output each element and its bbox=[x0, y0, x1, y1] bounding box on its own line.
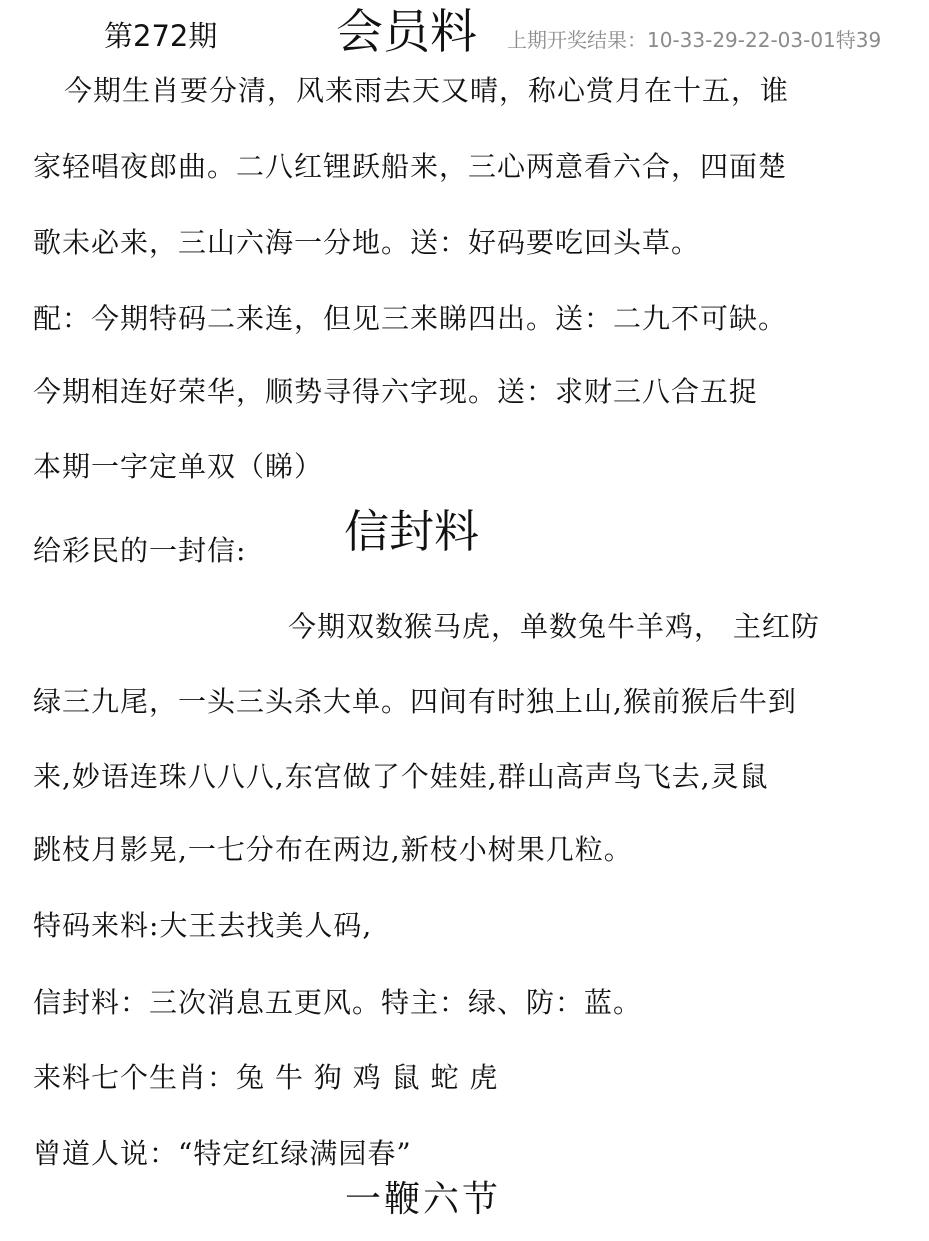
signature: 一鞭六节 bbox=[345, 1179, 502, 1220]
envelope-line-3: 来,妙语连珠八八八,东宫做了个娃娃,群山高声鸟飞去,灵鼠 bbox=[33, 760, 769, 793]
member-line-6: 本期一字定单双（睇） bbox=[33, 450, 324, 483]
special-code-line: 特码来料:大王去找美人码, bbox=[33, 909, 373, 942]
envelope-line-2: 绿三九尾，一头三头杀大单。四间有时独上山,猴前猴后牛到 bbox=[33, 685, 797, 718]
envelope-line-4: 跳枝月影晃,一七分布在两边,新枝小树果几粒。 bbox=[33, 833, 633, 866]
member-line-5: 今期相连好荣华，顺势寻得六字现。送：求财三八合五捉 bbox=[33, 375, 759, 408]
last-draw-result: 上期开奖结果：10-33-29-22-03-01特39 bbox=[507, 28, 882, 52]
envelope-note-line: 信封料：三次消息五更风。特主：绿、防：蓝。 bbox=[33, 986, 643, 1019]
envelope-line-1: 今期双数猴马虎，单数兔牛羊鸡， 主红防 bbox=[288, 610, 820, 643]
member-line-4: 配：今期特码二来连，但见三来睇四出。送：二九不可缺。 bbox=[33, 302, 788, 335]
envelope-intro: 给彩民的一封信: bbox=[33, 534, 247, 567]
member-line-1: 今期生肖要分清，风来雨去天又晴，称心赏月在十五，谁 bbox=[64, 74, 790, 107]
issue-number: 第272期 bbox=[104, 19, 218, 53]
member-line-2: 家轻唱夜郎曲。二八红锂跃船来，三心两意看六合，四面楚 bbox=[33, 150, 788, 183]
page-title: 会员料 bbox=[336, 5, 477, 60]
envelope-title: 信封料 bbox=[344, 505, 480, 558]
member-line-3: 歌未必来，三山六海一分地。送：好码要吃回头草。 bbox=[33, 226, 701, 259]
zodiac-line: 来料七个生肖：兔 牛 狗 鸡 鼠 蛇 虎 bbox=[33, 1061, 499, 1094]
quote-line: 曾道人说：“特定红绿满园春” bbox=[33, 1137, 412, 1170]
